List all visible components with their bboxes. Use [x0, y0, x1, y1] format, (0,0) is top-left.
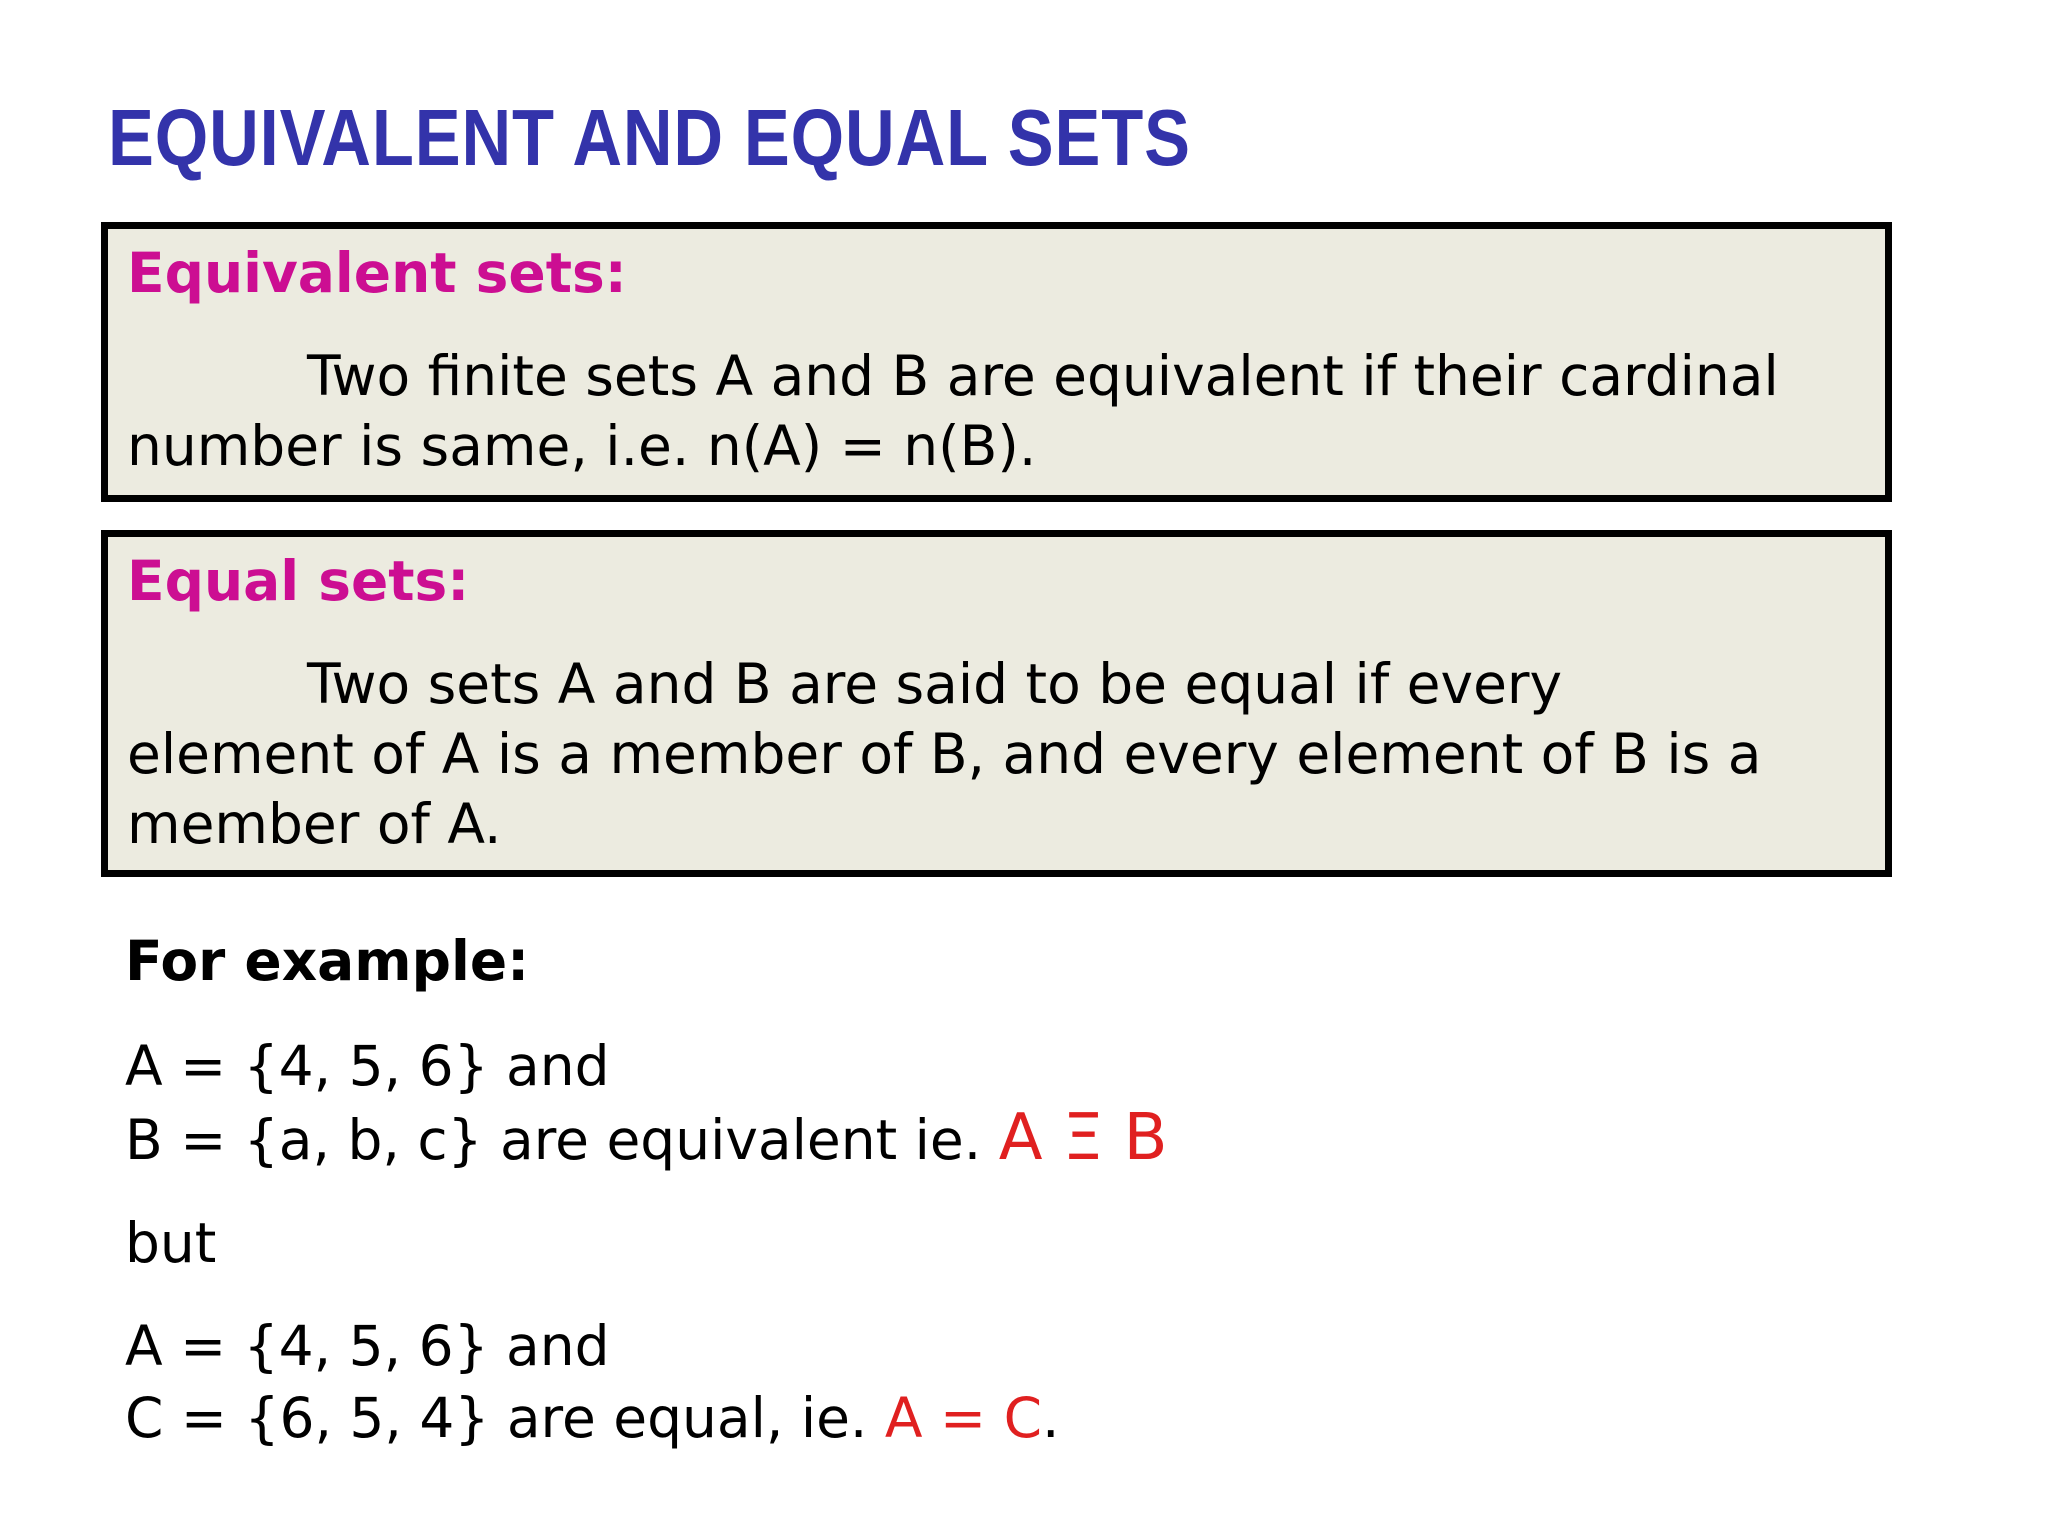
definition-text: Two sets A and B are said to be equal if every [307, 652, 1563, 716]
example-line-2 [125, 1102, 1168, 1176]
equality-symbol: A = C [884, 1386, 1042, 1450]
definition-line: member of A. [127, 792, 502, 856]
definition-line [127, 341, 1897, 411]
definition-line [127, 649, 1897, 719]
equivalent-sets-definition [127, 341, 1897, 481]
example-line-1: A = {4, 5, 6} and [125, 1034, 610, 1098]
equivalent-sets-box [101, 222, 1892, 502]
example-text: B = {a, b, c} are equivalent ie. [125, 1108, 982, 1172]
equal-sets-box [101, 530, 1892, 877]
definition-line: element of A is a member of B, and every element of B is a [127, 722, 1762, 786]
example-heading: For example: [125, 929, 530, 993]
example-period: . [1041, 1386, 1060, 1450]
page-title: EQUIVALENT AND EQUAL SETS [108, 93, 1191, 182]
example-line-4 [125, 1382, 1059, 1454]
equivalence-symbol: A Ξ B [998, 1101, 1168, 1175]
equal-sets-heading: Equal sets: [127, 549, 470, 613]
definition-text: Two finite sets A and B are equivalent if their cardinal [307, 344, 1779, 408]
equivalent-sets-heading: Equivalent sets: [127, 241, 627, 305]
definition-line: number is same, i.e. n(A) = n(B). [127, 414, 1037, 478]
example-text: C = {6, 5, 4} are equal, ie. [125, 1386, 868, 1450]
example-line-3: A = {4, 5, 6} and [125, 1314, 610, 1378]
equal-sets-definition [127, 649, 1897, 859]
example-but: but [125, 1211, 217, 1275]
